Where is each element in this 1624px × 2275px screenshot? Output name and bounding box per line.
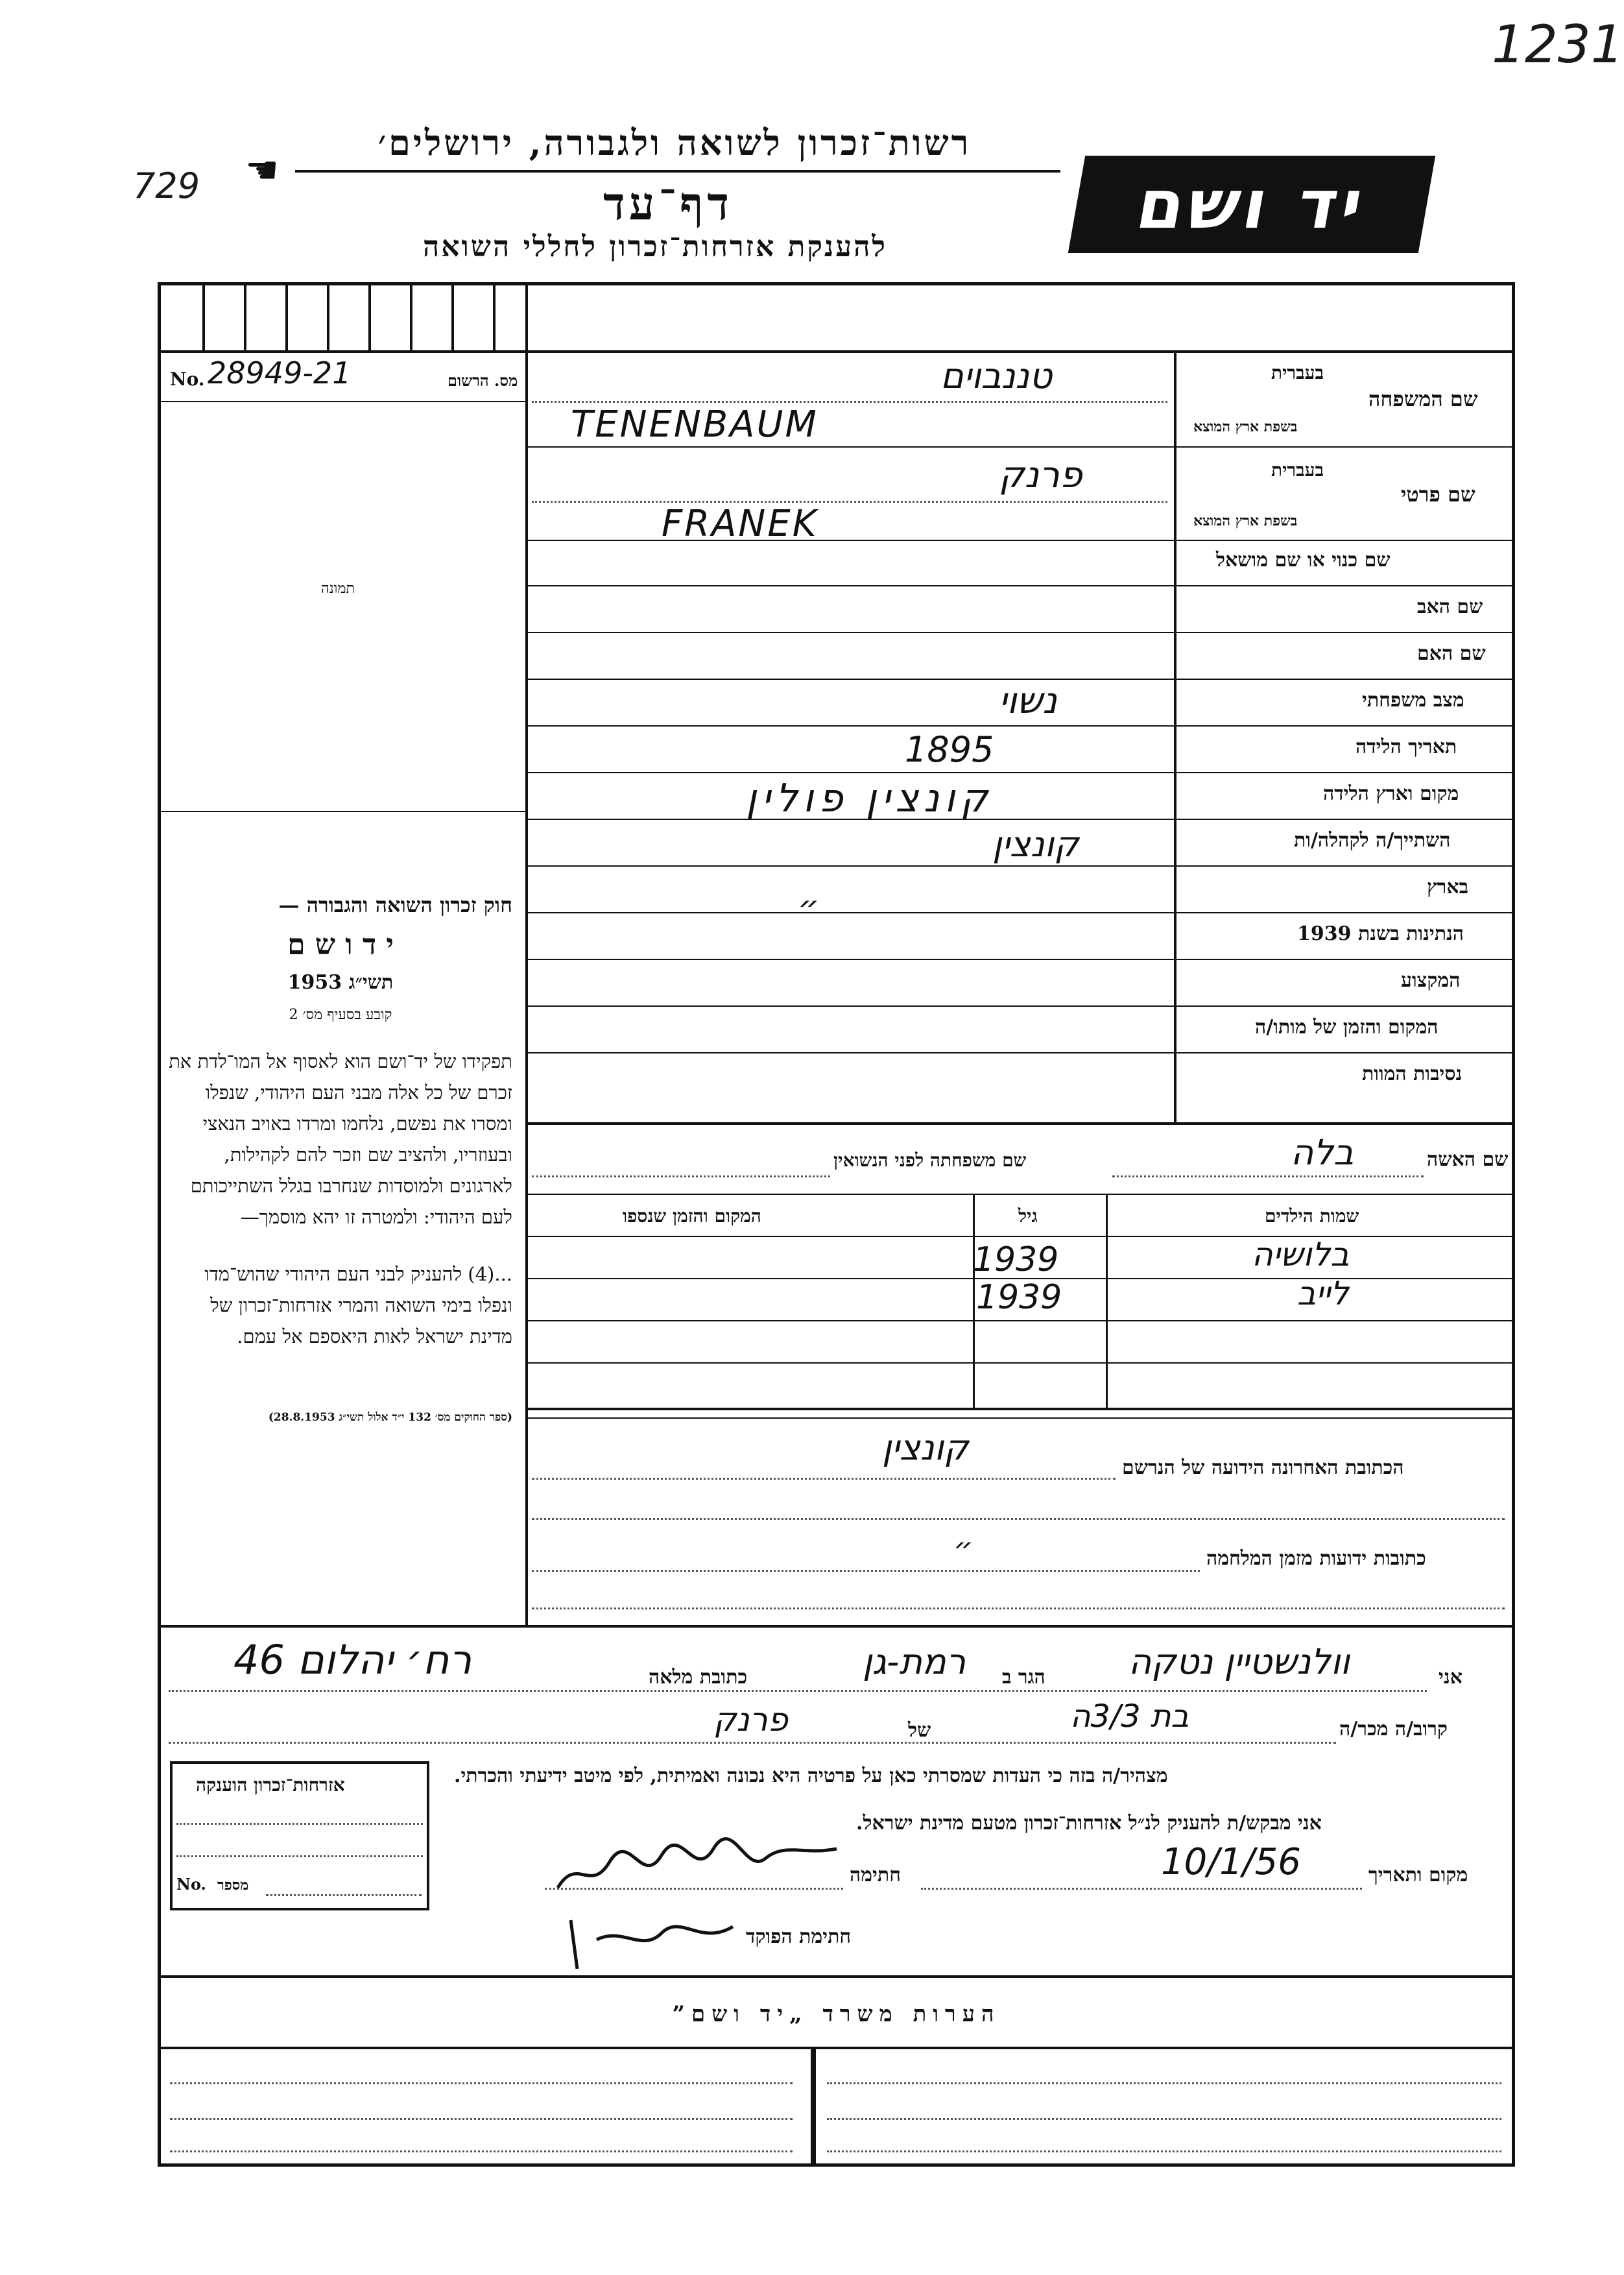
officer-signature [558,1907,752,1979]
citizenship-label: הנתינות בשנת 1939 [1297,922,1464,945]
reg-label: מס. הרשום [448,371,518,390]
resides-label: הגר ב [1002,1666,1045,1689]
children-place-header: המקום והזמן שנספו [623,1205,761,1227]
notes-line-l3 [170,2150,793,2152]
birthplace-label: מקום וארץ הלידה [1323,782,1459,805]
first-name-label: שם פרטי [1401,482,1475,507]
war-address-label: כתובות ידועות מזמן המלחמה [1206,1547,1426,1570]
first-name-hebrew: פרנק [999,454,1082,496]
children-header-bottom [525,1236,1515,1237]
top-strip-bottom [158,350,1515,353]
birthdate-label: תאריך הלידה [1355,736,1457,758]
relation-line [169,1742,1336,1744]
declarant-name: וולנשטיין נטקה [1128,1641,1350,1682]
top-cell-5 [368,282,371,350]
marital-label: מצב משפחתי [1362,689,1464,712]
office-notes-top [158,1975,1515,1978]
reg-no-label: No. [170,368,205,390]
citizenship-row-bottom [525,959,1515,960]
community-value: קונצין [992,824,1079,865]
birthdate-row-bottom [525,772,1515,773]
citizenship-box-no: No. [176,1875,206,1894]
law-year: תשי״ג 1953 [287,971,394,994]
wife-row-bottom [525,1194,1515,1195]
top-cell-3 [285,282,288,350]
child-2-age: 1939 [976,1278,1062,1317]
photo-label: תמונה [321,581,355,597]
citizenship-box-number-line [266,1894,422,1896]
origin-label-1: בשפת ארץ המוצא [1193,418,1298,435]
logo-text: יד ושם [1130,165,1373,244]
death-place-label: המקום והזמן של מותו/ה [1255,1016,1439,1039]
law-clause: קובע בסעיף מס׳ 2 [289,1007,392,1023]
war-address-line-2 [532,1607,1505,1609]
country-label: בארץ [1427,876,1469,898]
marital-row-bottom [525,725,1515,727]
notes-line-l1 [170,2082,793,2084]
father-row-bottom [525,632,1515,633]
citizenship-box-title: אזרחות־זכרון הוענקה [196,1774,345,1796]
wife-label: שם האשה [1427,1148,1509,1171]
top-cell-6 [410,282,412,350]
hebrew-label-1: בעברית [1271,362,1324,383]
address-full-label: כתובת מלאה [649,1666,748,1689]
address-bottom [158,1625,1515,1628]
child-row-2-bottom [525,1320,1515,1321]
yad-vashem-logo [1068,156,1435,253]
first-hebrew-line [532,501,1167,503]
children-col-1 [1106,1194,1108,1408]
death-circ-label: נסיבות המוות [1362,1063,1463,1085]
children-names-header: שמות הילדים [1265,1205,1359,1227]
notes-line-r2 [827,2118,1501,2120]
form-subtitle: להענקת אזרחות־זכרון לחללי השואה [422,230,887,263]
officer-sig-label: חתימת הפוקד [746,1925,852,1948]
signature-stroke [558,1839,837,1888]
war-address-line [532,1570,1200,1572]
children-col-2 [973,1194,975,1408]
father-label: שם האב [1417,596,1483,618]
office-notes-divider [158,2047,1515,2049]
relation-value: בת 3/3ה [1070,1698,1189,1735]
photo-bottom [158,811,525,812]
hebrew-label-2: בעברית [1271,459,1324,481]
statement-1: מצהיר/ה בזה כי העדות שמסרתי כאן על פרטיה היא נכונה ואמיתית, לפי מיטב ידיעתי והכרתי. [454,1764,1168,1787]
of-value: פרנק [713,1701,788,1739]
war-address-value: ״ [953,1531,973,1567]
authority-line: רשות־זכרון לשואה ולגבורה, ירושלים׳ [377,122,972,163]
law-para1: תפקידו של יד־ושם הוא לאסוף אל המו־לדת את זכרם של כל אלה מבני העם היהודי, שנפלו ומסרו את נפשם, נלחמו ומרדו באויב הנאצי ובעוזריו, ולהציב שם וזכר להם לקהילות, לארגונים ולמוסדות שנחרבו בגלל השתייכותם לעם היהודי: ולמטרה זו יהא מוסמך— [169,1050,512,1228]
nickname-label: שם כנוי או שם מושאל [1216,549,1391,572]
notes-line-l2 [170,2118,793,2120]
child-2-name: לייב [1297,1275,1349,1312]
last-address-label: הכתובת האחרונה הידועה של הנרשם [1122,1456,1404,1479]
citizenship-box-line-1 [176,1823,423,1825]
address-top [525,1417,1515,1419]
date-value: 10/1/56 [1161,1841,1301,1883]
left-number: 729 [133,165,200,206]
nickname-row-bottom [525,585,1515,586]
origin-label-2: בשפת ארץ המוצא [1193,512,1298,529]
children-age-header: גיל [1018,1205,1038,1227]
first-row-bottom [525,540,1515,541]
declarant-address: רח׳ יהלום 46 [233,1636,472,1683]
top-cell-2 [244,282,246,350]
relation-label: קרוב/ה מכר/ה [1339,1718,1448,1740]
declarant-i-label: אני [1439,1666,1463,1689]
family-hebrew-line [532,401,1167,403]
family-name-label: שם המשפחה [1368,387,1478,411]
reg-number: 28949-21 [208,355,352,391]
citizenship-box-number-label: מספר [217,1877,249,1894]
child-row-3-bottom [525,1362,1515,1364]
office-notes-center [811,2047,816,2167]
country-value: ״ [798,889,820,928]
community-row-bottom [525,865,1515,867]
community-label: השתייך/ה לקהלה/ות [1294,829,1451,852]
marital-value: נשוי [999,680,1057,722]
country-row-bottom [525,912,1515,913]
office-notes-title: הערות משרד „יד ושם” [672,2001,1001,2027]
wife-line [1112,1175,1424,1177]
law-title: חוק זכרון השואה והגבורה — [278,893,512,917]
child-1-age: 1939 [973,1240,1059,1279]
citizenship-box-line-2 [176,1855,423,1857]
hand-pointer-icon: ☚ [245,148,279,192]
law-name: י ד ו ש ם [287,928,394,961]
last-address-line [532,1478,1116,1480]
family-name-hebrew: טננבוים [940,355,1053,396]
place-date-label: מקום ותאריך [1368,1864,1468,1886]
form-title: דף־עד [603,176,733,230]
officer-signature-stroke [571,1920,733,1969]
birthplace-value: קונצין פולין [746,776,994,821]
top-cell-8 [493,282,496,350]
death-place-row-bottom [525,1052,1515,1053]
signature-label: חתימה [850,1864,901,1886]
notes-line-r1 [827,2082,1501,2084]
declarant-line [169,1690,1427,1692]
first-name-origin: FRANEK [662,503,818,545]
notes-line-r3 [827,2150,1501,2152]
top-cell-1 [202,282,205,350]
birthplace-row-bottom [525,819,1515,820]
maiden-line [532,1175,830,1177]
address-extra-line [532,1518,1505,1520]
family-name-origin: TENENBAUM [571,403,818,446]
date-line [921,1888,1362,1890]
authority-underline [295,170,1060,173]
maiden-label: שם משפחתה לפני הנשואין [833,1150,1027,1171]
profession-label: המקצוע [1401,969,1461,992]
statement-2: אני מבקש/ת להעניק לנ״ל אזרחות־זכרון מטעם מדינת ישראל. [856,1812,1322,1835]
reg-row-bottom [158,401,525,402]
mother-label: שם האם [1417,642,1486,665]
law-para2: ...(4) להעניק לבני העם היהודי שהוש־מדו ונפלו בימי השואה והמרי אזרחות־זכרון של מדינת ישראל לאות היאספם אל עמם. [204,1263,512,1347]
law-source: (ספר החוקים מס׳ 132 י״ד אלול תשי״ג 28.8.1953) [268,1411,512,1424]
child-1-name: בלושיה [1252,1236,1350,1273]
family-row-bottom [525,446,1515,448]
children-bottom [525,1408,1515,1410]
declarant-signature [545,1829,856,1907]
top-cell-4 [327,282,329,350]
corner-number: 1231 [1492,14,1624,75]
personal-section-bottom [525,1122,1515,1125]
of-label: של [908,1719,931,1742]
wife-value: בלה [1291,1132,1354,1173]
birthdate-value: 1895 [905,729,994,770]
declarant-city: רמת-גן [863,1641,966,1682]
last-address-value: קונצין [882,1427,969,1468]
top-cell-7 [451,282,454,350]
profession-row-bottom [525,1005,1515,1007]
